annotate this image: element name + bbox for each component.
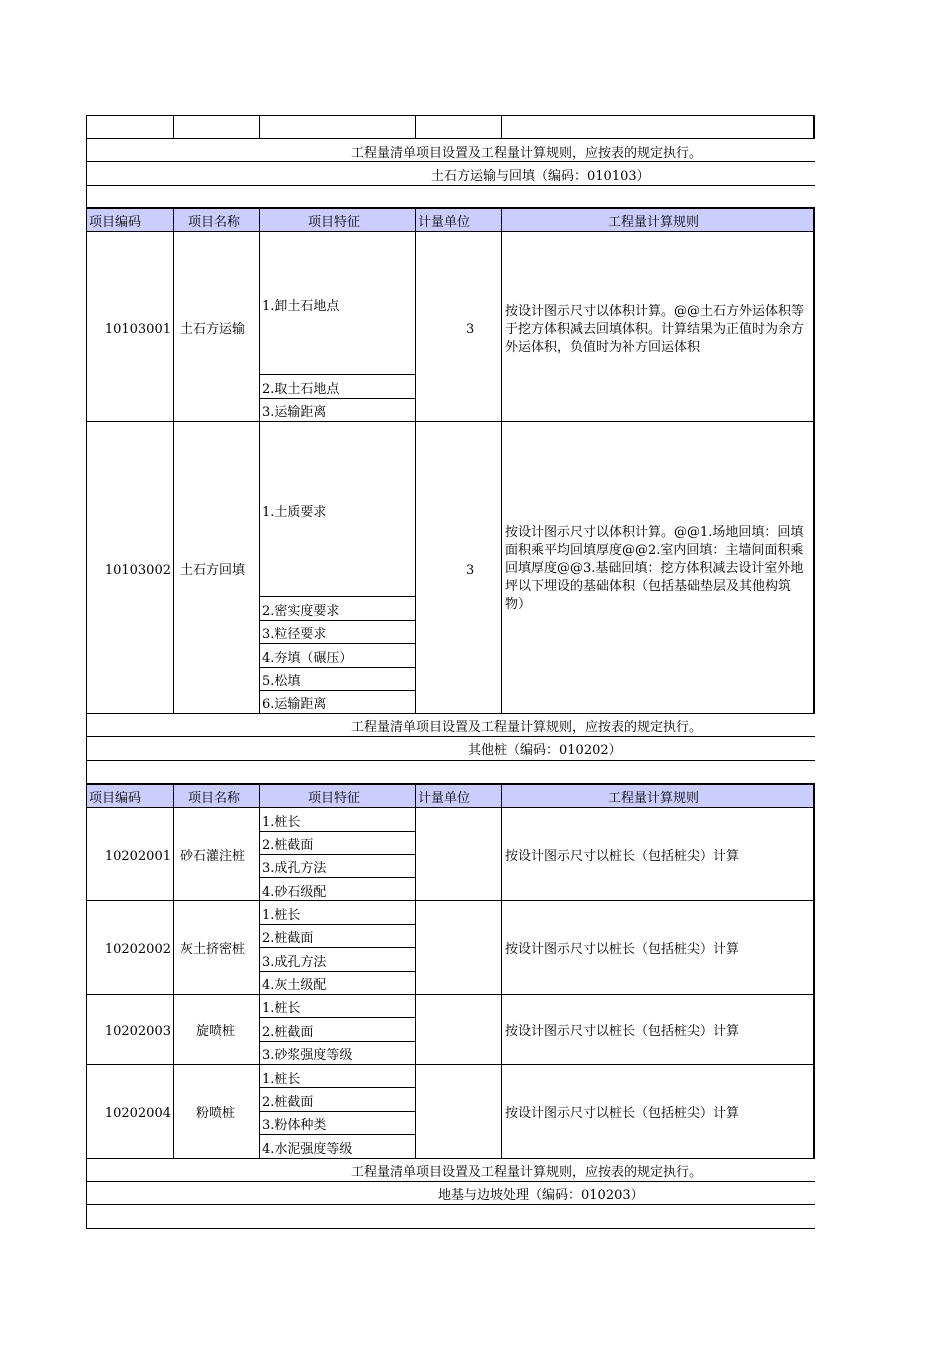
- feature-cell: 3.成孔方法: [259, 854, 416, 878]
- header-code: 项目编码: [86, 784, 174, 808]
- empty-cell: [415, 115, 502, 139]
- header-unit: 计量单位: [415, 208, 502, 232]
- feature-cell: 2.密实度要求: [259, 596, 416, 621]
- empty-header-row: [86, 115, 174, 139]
- item-name: 土石方回填: [173, 421, 260, 714]
- header-name: 项目名称: [173, 208, 260, 232]
- feature-cell: 3.成孔方法: [259, 947, 416, 972]
- table-row: 10202002: [86, 900, 174, 995]
- rule-cell: 按设计图示尺寸以桩长（包括桩尖）计算: [501, 900, 815, 995]
- notice-text: 工程量清单项目设置及工程量计算规则，应按表的规定执行。: [351, 146, 703, 161]
- unit-cell: [415, 900, 502, 995]
- feature-cell: 2.桩截面: [259, 831, 416, 855]
- section-title: 其他桩（编码：010202）: [468, 743, 622, 758]
- feature-cell: 1.土质要求: [259, 421, 416, 597]
- feature-cell: 1.桩长: [259, 807, 416, 832]
- notice-text: 工程量清单项目设置及工程量计算规则，应按表的规定执行。: [351, 1165, 703, 1180]
- header-code: 项目编码: [86, 208, 174, 232]
- unit-cell: 3: [415, 231, 502, 422]
- header-name: 项目名称: [173, 784, 260, 808]
- feature-cell: 4.灰土级配: [259, 971, 416, 995]
- table-row: 10202003: [86, 994, 174, 1065]
- rule-cell: 按设计图示尺寸以体积计算。@@1.场地回填：回填面积乘平均回填厚度@@2.室内回填：主墙间面积乘回填厚度@@3.基础回填：挖方体积减去设计室外地坪以下埋设的基础体积（包括基础垫层及其他构筑物）: [501, 421, 815, 714]
- item-name: 砂石灌注桩: [173, 807, 260, 901]
- unit-cell: [415, 1064, 502, 1159]
- feature-cell: 1.桩长: [259, 900, 416, 925]
- empty-cell: [173, 115, 260, 139]
- header-feature: 项目特征: [259, 784, 416, 808]
- item-name: 粉喷桩: [173, 1064, 260, 1159]
- feature-cell: 2.桩截面: [259, 924, 416, 948]
- table-row: 10103002: [86, 421, 174, 714]
- item-name: 灰土挤密桩: [173, 900, 260, 995]
- rule-cell: 按设计图示尺寸以桩长（包括桩尖）计算: [501, 807, 815, 901]
- notice-text: 工程量清单项目设置及工程量计算规则，应按表的规定执行。: [351, 720, 703, 735]
- empty-cell: [259, 115, 416, 139]
- table-row: 10103001: [86, 231, 174, 422]
- feature-cell: 4.夯填（碾压）: [259, 643, 416, 668]
- feature-cell: 1.卸土石地点: [259, 231, 416, 375]
- rule-cell: 按设计图示尺寸以体积计算。@@土石方外运体积等于挖方体积减去回填体积。计算结果为正值时为余方外运体积，负值时为补方回运体积: [501, 231, 815, 422]
- item-name: 旋喷桩: [173, 994, 260, 1065]
- section-title: 土石方运输与回填（编码：010103）: [431, 169, 650, 184]
- unit-cell: [415, 807, 502, 901]
- rule-cell: 按设计图示尺寸以桩长（包括桩尖）计算: [501, 1064, 815, 1159]
- feature-cell: 2.桩截面: [259, 1017, 416, 1042]
- header-rule: 工程量计算规则: [501, 208, 815, 232]
- header-rule: 工程量计算规则: [501, 784, 815, 808]
- header-unit: 计量单位: [415, 784, 502, 808]
- feature-cell: 1.桩长: [259, 1064, 416, 1088]
- item-name: 土石方运输: [173, 231, 260, 422]
- unit-cell: 3: [415, 421, 502, 714]
- table-row: 10202001: [86, 807, 174, 901]
- feature-cell: 4.砂石级配: [259, 877, 416, 901]
- feature-cell: 3.粉体种类: [259, 1111, 416, 1135]
- feature-cell: 6.运输距离: [259, 690, 416, 714]
- unit-cell: [415, 994, 502, 1065]
- table-row: 10202004: [86, 1064, 174, 1159]
- feature-cell: 5.松填: [259, 667, 416, 691]
- feature-cell: 4.水泥强度等级: [259, 1134, 416, 1159]
- feature-cell: 3.粒径要求: [259, 620, 416, 644]
- empty-cell: [501, 115, 815, 139]
- feature-cell: 2.桩截面: [259, 1087, 416, 1112]
- feature-cell: 3.运输距离: [259, 398, 416, 422]
- feature-cell: 2.取土石地点: [259, 374, 416, 399]
- feature-cell: 3.砂浆强度等级: [259, 1041, 416, 1065]
- feature-cell: 1.桩长: [259, 994, 416, 1018]
- section-title: 地基与边坡处理（编码：010203）: [438, 1188, 644, 1203]
- rule-cell: 按设计图示尺寸以桩长（包括桩尖）计算: [501, 994, 815, 1065]
- header-feature: 项目特征: [259, 208, 416, 232]
